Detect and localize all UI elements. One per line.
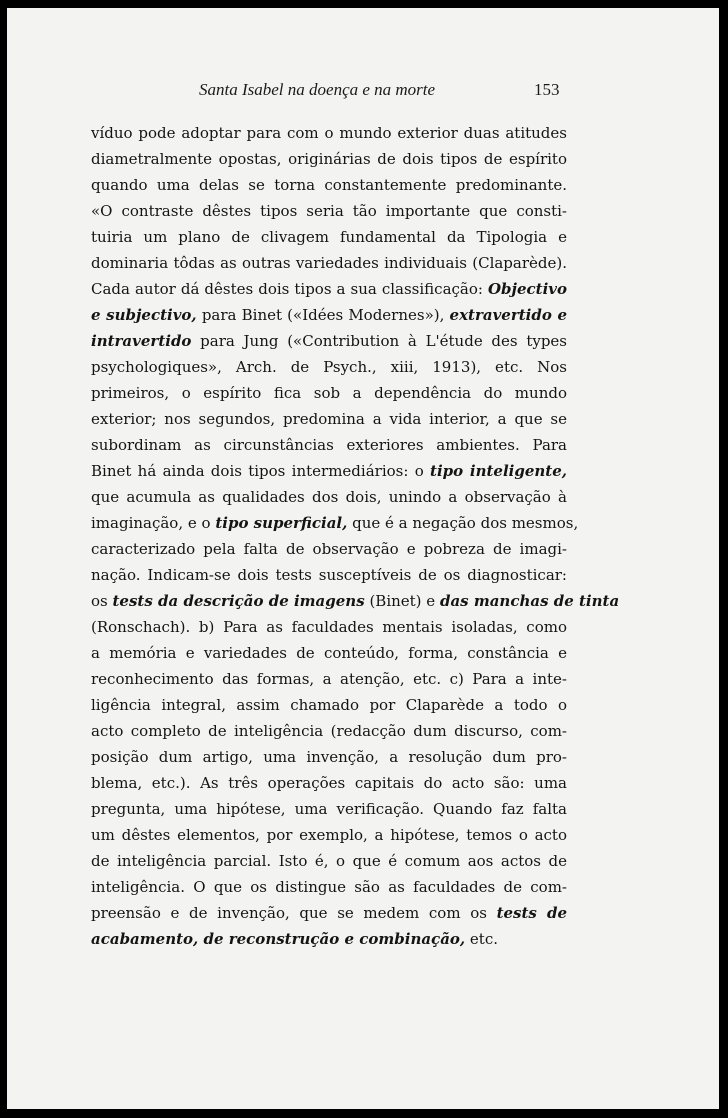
text-run: quando uma delas se torna constantemente predominante. [91, 176, 567, 194]
text-run: (Binet) e [364, 592, 440, 610]
text-run: reconhecimento das formas, a atenção, etc. c) Para a inte- [91, 670, 567, 688]
text-line [91, 146, 567, 172]
book-page [7, 8, 719, 1109]
text-line [91, 718, 567, 744]
text-run: subordinam as circunstâncias exteriores ambientes. Para [91, 436, 567, 454]
text-run: a memória e variedades de conteúdo, forma, constância e [91, 644, 567, 662]
text-line [91, 354, 567, 380]
text-line [91, 874, 567, 900]
text-run: víduo pode adoptar para com o mundo exterior duas atitudes [91, 124, 567, 142]
text-line [91, 432, 567, 458]
text-run: os [91, 592, 113, 610]
italic-term: e subjectivo, [91, 306, 197, 324]
italic-term: tests de [496, 904, 568, 922]
text-run: diametralmente opostas, originárias de dois tipos de espírito [91, 150, 567, 168]
text-line [91, 250, 567, 276]
text-run: um dêstes elementos, por exemplo, a hipótese, temos o acto [91, 826, 567, 844]
text-line [91, 848, 567, 874]
text-line [91, 302, 567, 328]
text-run: para Binet («Idées Modernes»), [196, 306, 450, 324]
text-run: Binet há ainda dois tipos intermediários: o [91, 462, 431, 480]
text-run: posição dum artigo, uma invenção, a resolução dum pro- [91, 748, 567, 766]
text-line [91, 406, 567, 432]
text-line [91, 562, 567, 588]
text-run: de inteligência parcial. Isto é, o que é comum aos actos de [91, 852, 567, 870]
text-run: acto completo de inteligência (redacção dum discurso, com- [91, 722, 567, 740]
text-run: etc. [465, 930, 498, 948]
text-line [91, 198, 567, 224]
text-run: dominaria tôdas as outras variedades individuais (Claparède). [91, 254, 567, 272]
text-run: tuiria um plano de clivagem fundamental da Tipologia e [91, 228, 567, 246]
text-run: Cada autor dá dêstes dois tipos a sua classificação: [91, 280, 488, 298]
page-header [7, 80, 719, 104]
text-line [91, 900, 567, 926]
italic-term: das manchas de tinta [439, 592, 620, 610]
text-line [91, 744, 567, 770]
text-line [91, 172, 567, 198]
text-run: preensão e de invenção, que se medem com os [91, 904, 497, 922]
italic-term: tipo inteligente, [430, 462, 568, 480]
text-run: que é a negação dos mesmos, [347, 514, 579, 532]
text-line [91, 588, 620, 614]
page-number: 153 [534, 80, 560, 99]
running-title: Santa Isabel na doença e na morte [199, 80, 436, 99]
text-line [91, 692, 567, 718]
text-run: «O contraste dêstes tipos seria tão importante que consti- [91, 202, 567, 220]
text-line [91, 276, 567, 302]
text-run: pregunta, uma hipótese, uma verificação. Quando faz falta [91, 800, 567, 818]
text-line [91, 770, 567, 796]
text-run: ligência integral, assim chamado por Claparède a todo o [91, 696, 567, 714]
text-line [91, 666, 567, 692]
text-run: imaginação, e o [91, 514, 216, 532]
body-text [91, 120, 620, 952]
text-run: para Jung («Contribution à L'étude des types [191, 332, 567, 350]
text-line [91, 224, 567, 250]
text-run: (Ronschach). b) Para as faculdades mentais isoladas, como [91, 618, 567, 636]
text-run: caracterizado pela falta de observação e pobreza de imagi- [91, 540, 567, 558]
italic-term: acabamento, de reconstrução e combinação, [91, 930, 466, 948]
text-line [91, 640, 567, 666]
text-line [91, 120, 567, 146]
italic-term: tests da descrição de imagens [112, 592, 365, 610]
text-line [91, 614, 567, 640]
text-run: que acumula as qualidades dos dois, unindo a observação à [91, 488, 567, 506]
text-line [91, 458, 567, 484]
text-line [91, 380, 567, 406]
italic-term: intravertido [91, 332, 192, 350]
text-line [91, 926, 567, 952]
italic-term: extravertido e [449, 306, 568, 324]
italic-term: tipo superficial, [215, 514, 348, 532]
text-line [91, 484, 567, 510]
text-run: psychologiques», Arch. de Psych., xiii, 1913), etc. Nos [91, 358, 567, 376]
text-run: inteligência. O que os distingue são as faculdades de com- [91, 878, 567, 896]
text-line [91, 796, 567, 822]
text-line [91, 510, 579, 536]
text-run: primeiros, o espírito fica sob a dependência do mundo [91, 384, 567, 402]
text-run: exterior; nos segundos, predomina a vida interior, a que se [91, 410, 567, 428]
text-line [91, 328, 567, 354]
italic-term: Objectivo [487, 280, 567, 298]
text-run: blema, etc.). As três operações capitais do acto são: uma [91, 774, 567, 792]
text-line [91, 536, 567, 562]
text-line [91, 822, 567, 848]
text-run: nação. Indicam-se dois tests susceptíveis de os diagnosticar: [91, 566, 567, 584]
